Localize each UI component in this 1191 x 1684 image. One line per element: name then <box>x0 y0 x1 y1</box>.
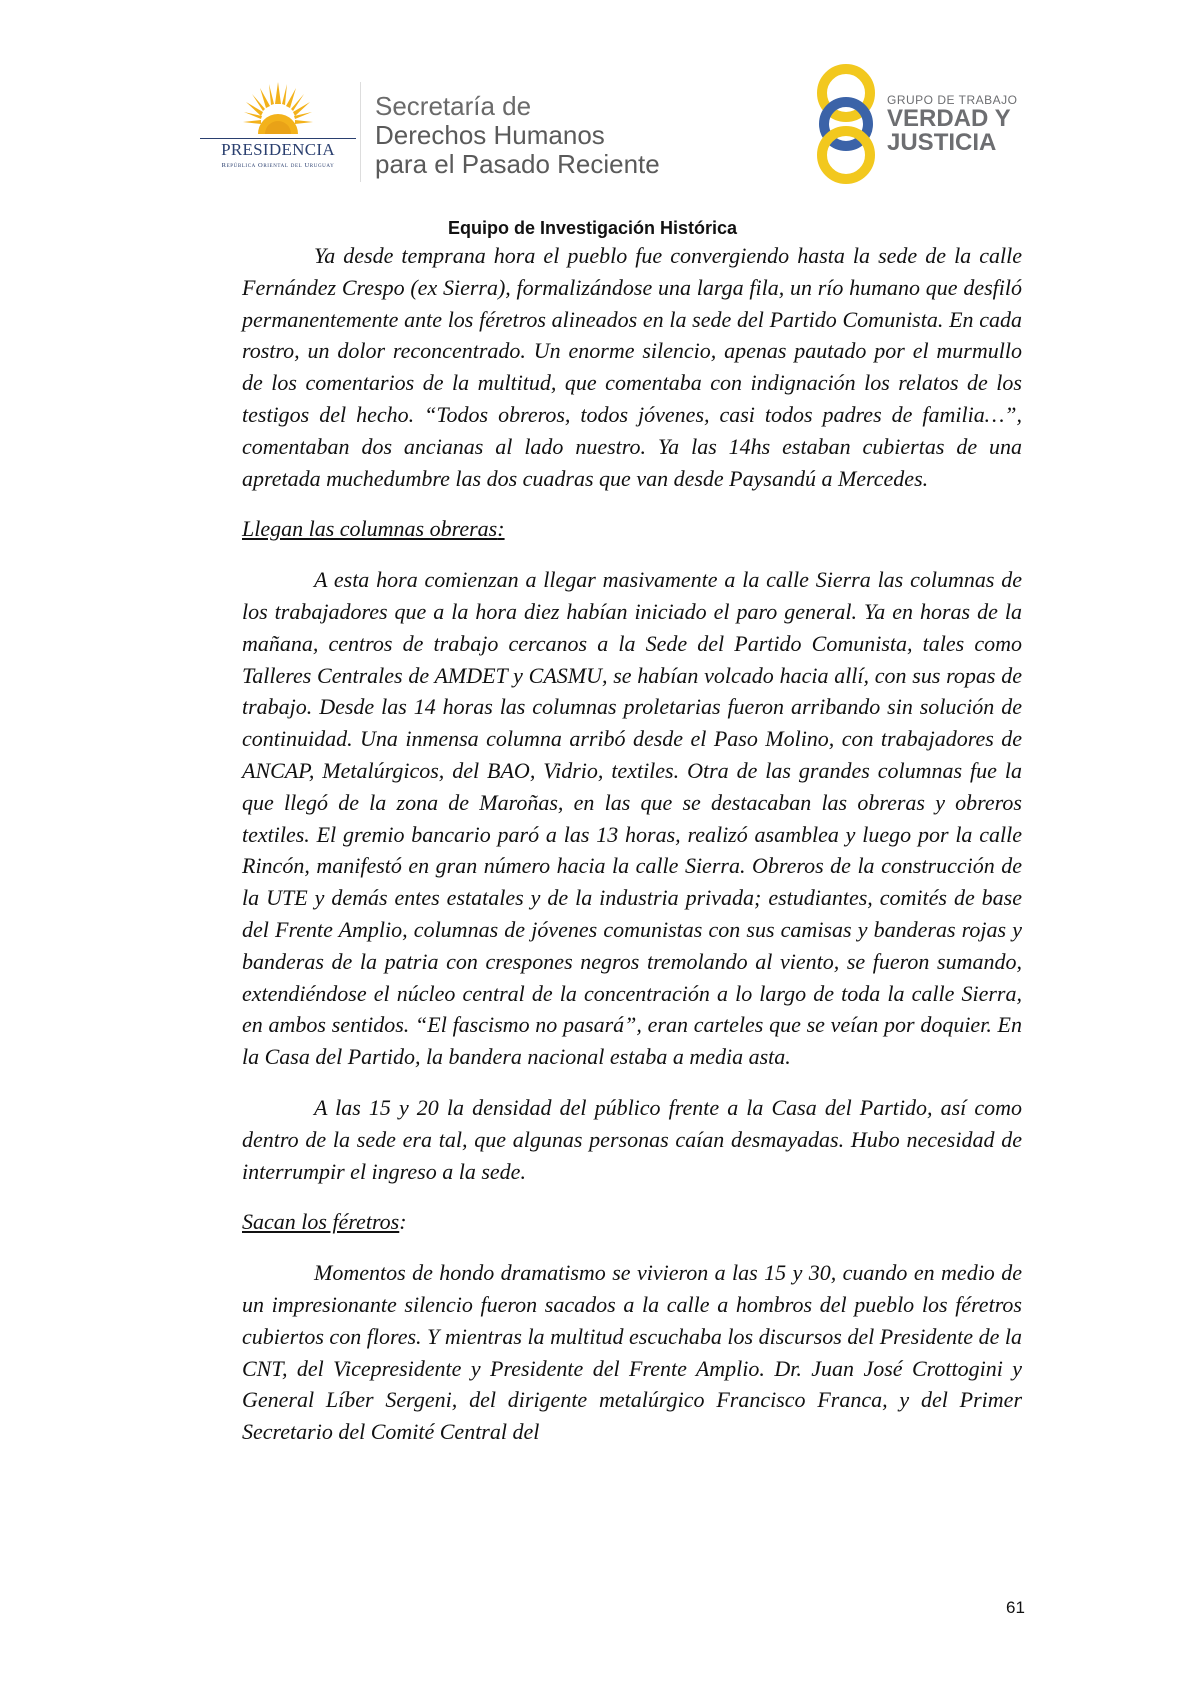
heading-colon: : <box>399 1209 407 1235</box>
section-heading-feretros <box>242 1206 1022 1238</box>
section-heading-columnas <box>242 513 1022 545</box>
secretaria-line3: para el Pasado Reciente <box>375 149 660 179</box>
paragraph-3: A las 15 y 20 la densidad del público frente a la Casa del Partido, así como dentro de la sede era tal, que algunas personas caían desmayadas. Hubo necesidad de interrumpir el ingreso a la sede. <box>242 1094 1022 1184</box>
presidencia-logo <box>198 82 358 178</box>
sun-of-may-icon <box>243 82 313 140</box>
team-title <box>0 218 1191 239</box>
page-number: 61 <box>1006 1598 1025 1617</box>
grupo-line3: JUSTICIA <box>887 129 997 156</box>
heading-colon: : <box>497 516 505 542</box>
document-body <box>242 240 1022 1448</box>
heading-text: Llegan las columnas obreras <box>242 516 498 542</box>
secretaria-line1: Secretaría de <box>375 91 532 121</box>
paragraph-2: A esta hora comienzan a llegar masivamente a la calle Sierra las columnas de los trabajadores que a la hora diez habían iniciado el paro general. Ya en horas de la mañana, centros de trabajo cercanos a la Sede del Partido Comunista, tales como Talleres Centrales de AMDET y CASMU, se habían volcado hacia allí, con sus ropas de trabajo. Desde las 14 horas las columnas proletarias fueron arribando sin solución de continuidad. Una inmensa columna arribó desde el Paso Molino, con trabajadores de ANCAP, Metalúrgicos, del BAO, Vidrio, textiles. Otra de las grandes columnas fue la que llegó de la zona de Maroñas, en las que se destacaban las obreras y obreros textiles. El gremio bancario paró a las 13 horas, realizó asamblea y luego por la calle Rincón, manifestó en gran número hacia la calle Sierra. Obreros de la construcción de la UTE y demás entes estatales y de la industria privada; estudiantes, comités de base del Frente Amplio, columnas de jóvenes comunistas con sus camisas y banderas rojas y banderas de la patria con crespones negros tremolando al viento, se fueron sumando, extendiéndose el núcleo central de la concentración a lo largo de toda la calle Sierra, en ambos sentidos. “El fascismo no pasará”, eran carteles que se veían por doquier. En la Casa del Partido, la bandera nacional estaba a media asta. <box>242 567 1022 1070</box>
presidencia-subtitle: República Oriental del Uruguay <box>221 162 335 169</box>
verdad-justicia-logo <box>810 63 1020 183</box>
page-header <box>0 0 1191 215</box>
paragraph-4: Momentos de hondo dramatismo se vivieron a las 15 y 30, cuando en medio de un impresionante silencio fueron sacados a la calle a hombros del pueblo los féretros cubiertos con flores. Y mientras la multitud escuchaba los discursos del Presidente de la CNT, del Vicepresidente y Presidente del Frente Amplio. Dr. Juan José Crottogini y General Líber Sergeni, del dirigente metalúrgico Francisco Franca, y del Primer Secretario del Comité Central del <box>242 1260 1022 1445</box>
team-title-text: Equipo de Investigación Histórica <box>447 218 738 238</box>
secretaria-title <box>375 92 660 179</box>
heading-text: Sacan los féretros <box>242 1209 400 1235</box>
verdad-justicia-text <box>887 93 1017 155</box>
interlocking-rings-icon <box>810 63 882 185</box>
header-divider <box>360 82 361 182</box>
secretaria-line2: Derechos Humanos <box>375 120 605 150</box>
presidencia-name: PRESIDENCIA <box>221 140 335 159</box>
grupo-line1: GRUPO DE TRABAJO <box>887 93 1018 107</box>
paragraph-1: Ya desde temprana hora el pueblo fue convergiendo hasta la sede de la calle Fernández Crespo (ex Sierra), formalizándose una larga fila, un río humano que desfiló permanentemente ante los féretros alineados en la sede del Partido Comunista. En cada rostro, un dolor reconcentrado. Un enorme silencio, apenas pautado por el murmullo de los comentarios de la multitud, que comentaba con indignación los relatos de los testigos del hecho. “Todos obreros, todos jóvenes, casi todos padres de familia…”, comentaban dos ancianas al lado nuestro. Ya las 14hs estaban cubiertas de una apretada muchedumbre las dos cuadras que van desde Paysandú a Mercedes. <box>242 243 1022 491</box>
presidencia-rule <box>200 138 356 139</box>
grupo-line2: VERDAD Y <box>887 105 1011 132</box>
